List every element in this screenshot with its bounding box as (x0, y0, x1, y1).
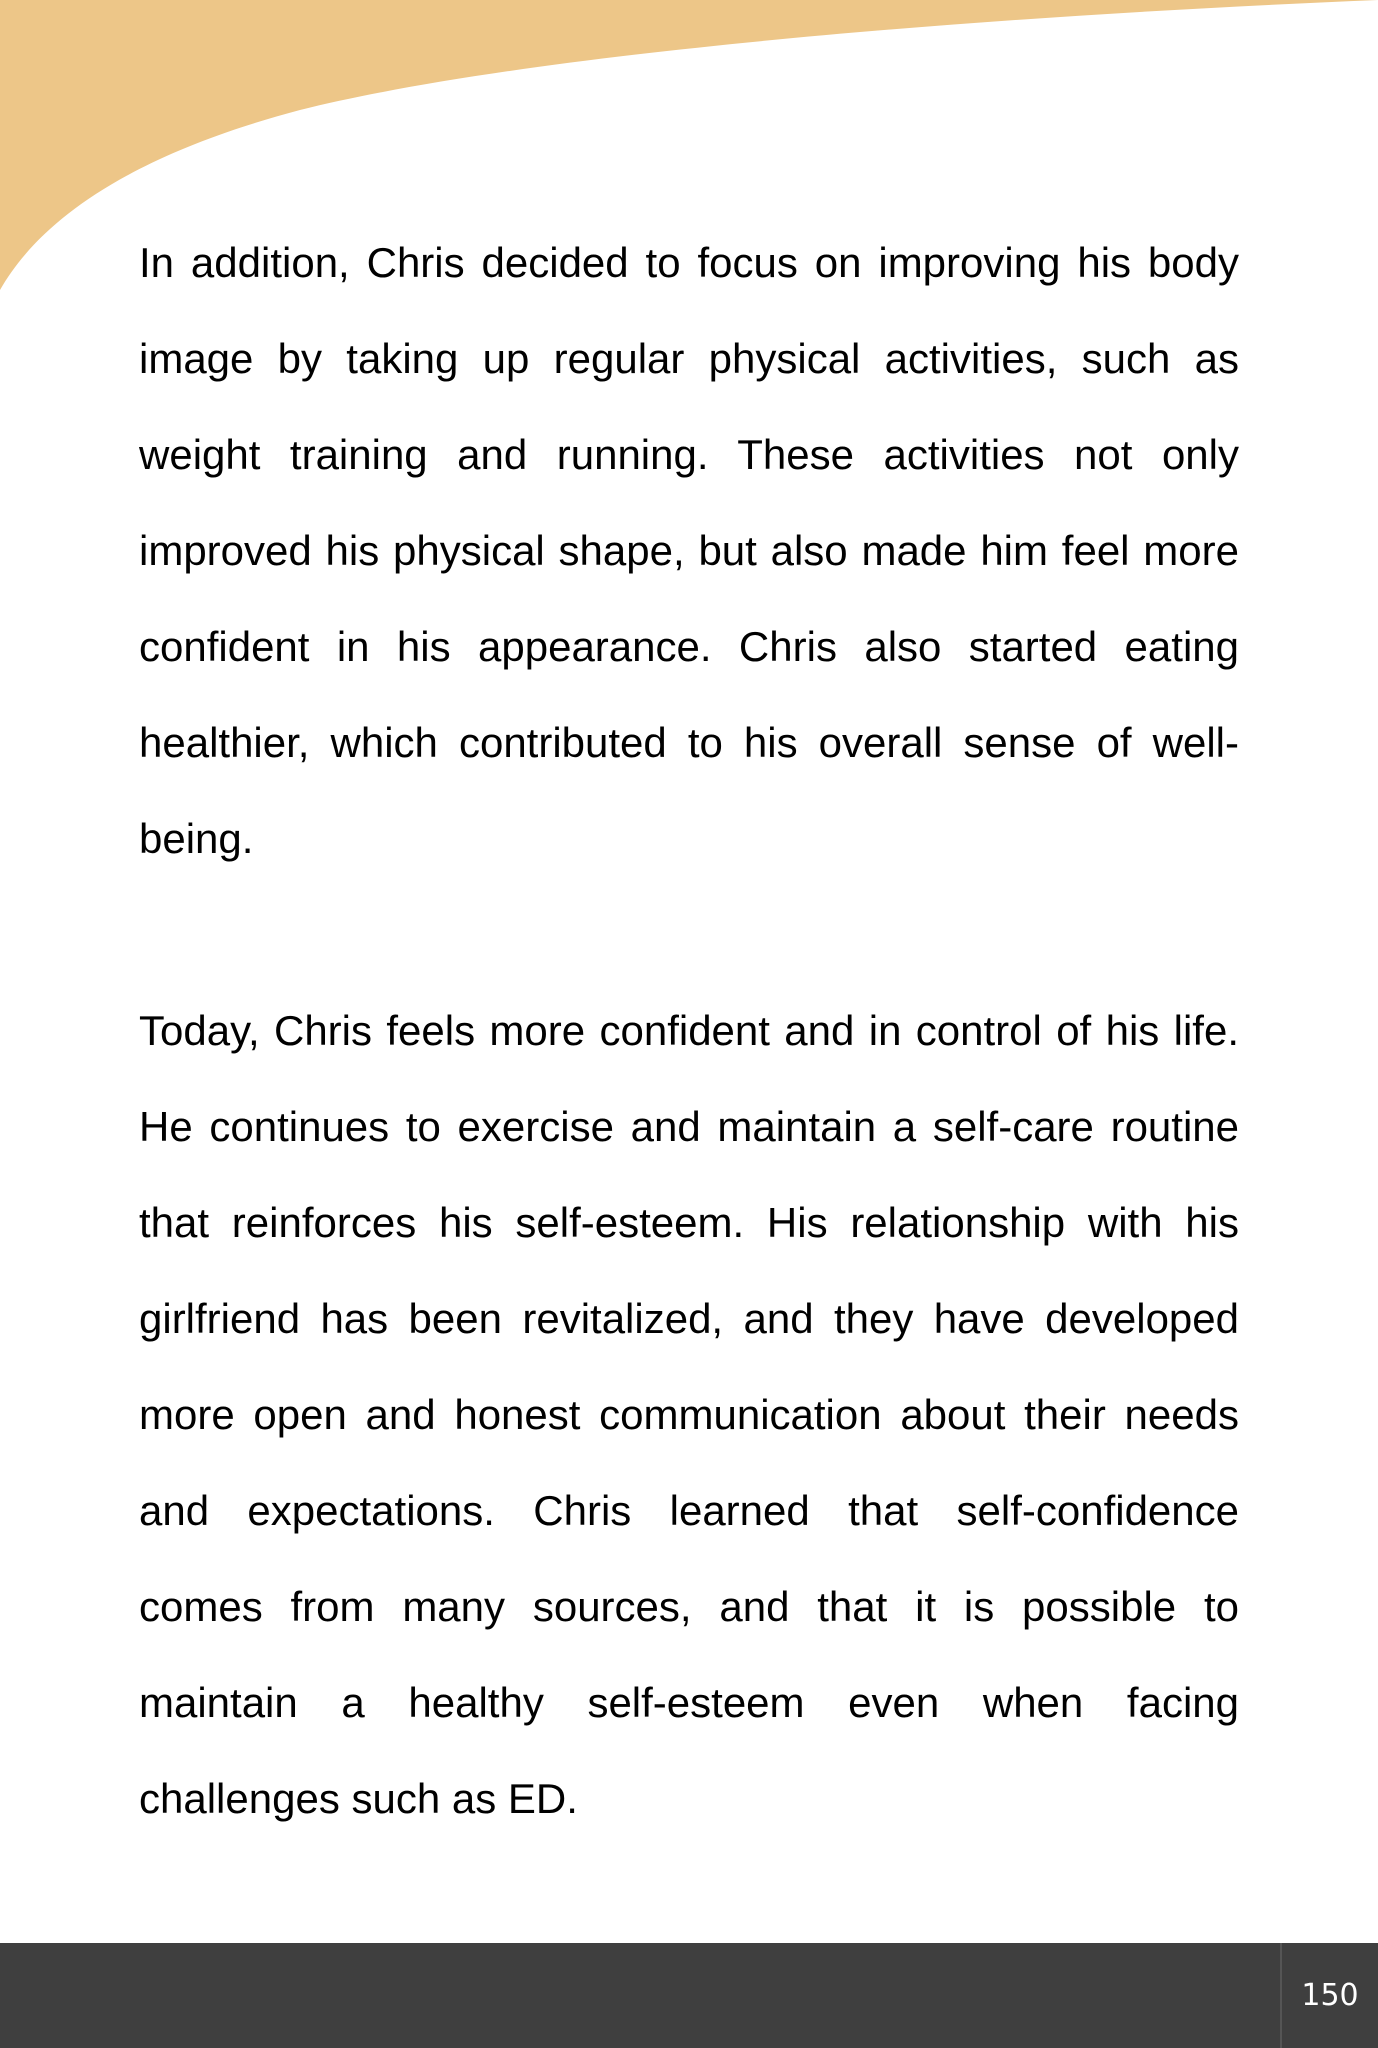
paragraph-2: Today, Chris feels more confident and in control of his life. He continues to exercise and maintain a self-care routine that reinforces his self-esteem. His relationship with his girlfriend has been revitalized, and they have developed more open and honest communication about their needs and expectations. Chris learned that self-confidence comes from many sources, and that it is possible to maintain a healthy self-esteem even when facing challenges such as ED. (139, 1007, 1239, 1822)
body-text (139, 215, 1239, 1847)
footer-bar (0, 1943, 1378, 2048)
paragraph-1: In addition, Chris decided to focus on improving his body image by taking up regular physical activities, such as weight training and running. These activities not only improved his physical shape, but also made him feel more confident in his appearance. Chris also started eating healthier, which contributed to his overall sense of well-being. (139, 239, 1239, 862)
page-number: 150 (1280, 1943, 1378, 2048)
